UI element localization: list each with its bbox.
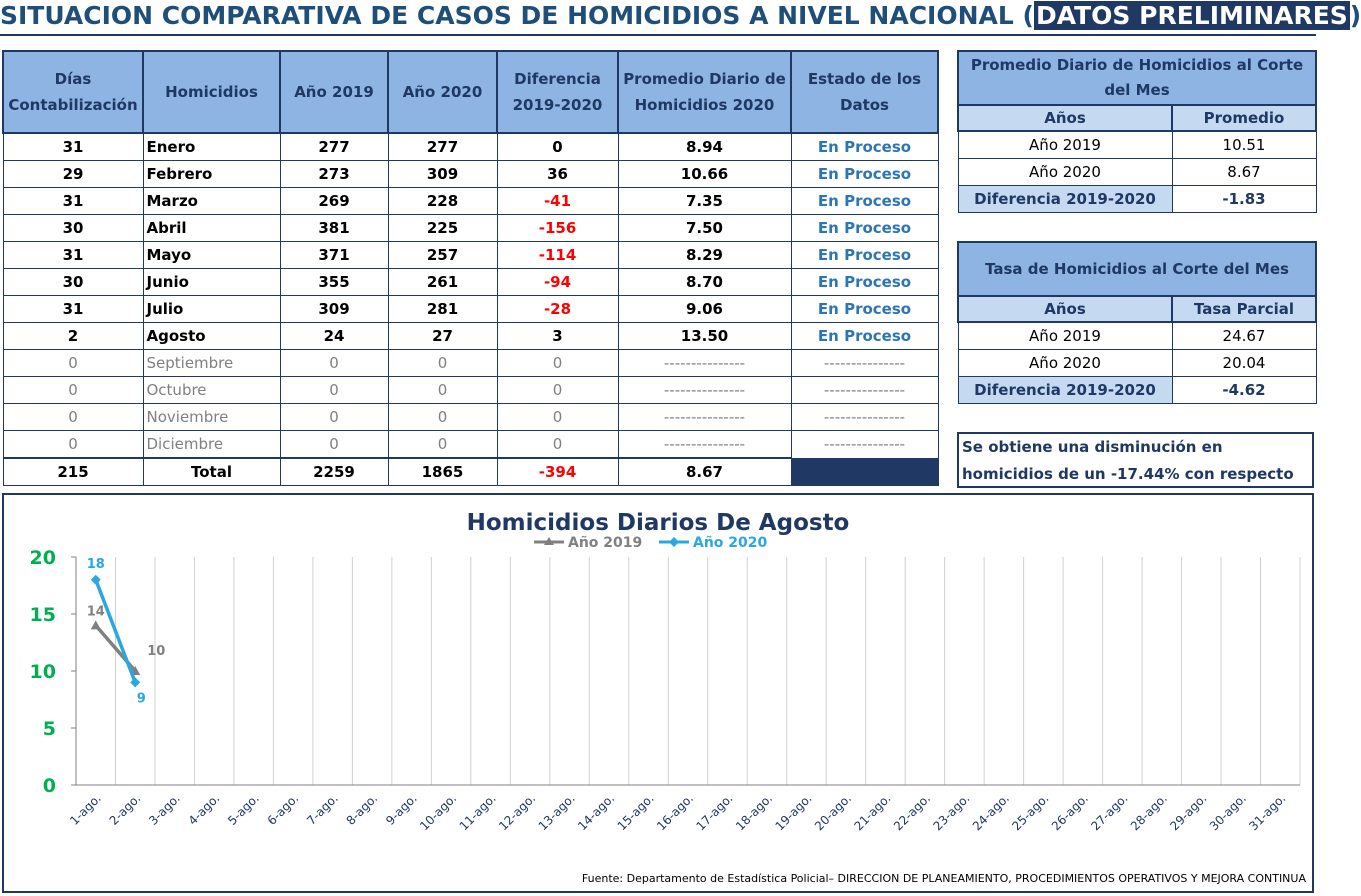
legend-label: Año 2019 <box>568 535 643 551</box>
cell-prom: --------------- <box>618 404 791 431</box>
promedio-2019-value: 10.51 <box>1172 131 1316 159</box>
promedio-title: Promedio Diario de Homicidios al Corte del Mes <box>958 51 1316 105</box>
x-tick-label: 8-ago. <box>343 791 381 828</box>
x-tick-label: 5-ago. <box>225 791 262 828</box>
cell-mes: Octubre <box>143 377 280 404</box>
chart-container <box>2 493 1314 893</box>
cell-diff: 0 <box>497 350 618 377</box>
cell-prom: 13.50 <box>618 323 791 350</box>
cell-prom: 7.35 <box>618 188 791 215</box>
promedio-2020-value: 8.67 <box>1172 159 1316 186</box>
cell-y2019: 277 <box>280 133 388 161</box>
cell-estado: En Proceso <box>791 133 938 161</box>
table-row <box>3 242 938 269</box>
cell-mes: Abril <box>143 215 280 242</box>
legend-label: Año 2020 <box>693 535 768 551</box>
cell-dias: 30 <box>3 269 143 296</box>
cell-estado: --------------- <box>791 377 938 404</box>
cell-y2019: 0 <box>280 404 388 431</box>
table-row <box>3 404 938 431</box>
chart-title: Homicidios Diarios De Agosto <box>466 510 850 536</box>
legend-marker <box>669 537 679 547</box>
cell-mes: Mayo <box>143 242 280 269</box>
page-title: SITUACION COMPARATIVA DE CASOS DE HOMICIDIOS A NIVEL NACIONAL (DATOS PRELIMINARES) <box>0 0 1316 36</box>
promedio-col-value: Promedio <box>1172 105 1316 131</box>
cell-estado: En Proceso <box>791 161 938 188</box>
main-col-header: Diferencia 2019-2020 <box>497 51 618 133</box>
cell-estado: En Proceso <box>791 242 938 269</box>
main-table-header <box>3 51 938 133</box>
x-tick-label: 15-ago. <box>614 791 657 834</box>
cell-y2019: 371 <box>280 242 388 269</box>
cell-y2020: 0 <box>388 377 497 404</box>
x-tick-label: 3-ago. <box>146 791 183 828</box>
cell-y2019: 0 <box>280 431 388 459</box>
table-row <box>3 188 938 215</box>
cell-y2020: 277 <box>388 133 497 161</box>
x-tick-label: 10-ago. <box>417 791 460 834</box>
x-tick-label: 14-ago. <box>575 791 618 834</box>
cell-diff: -41 <box>497 188 618 215</box>
cell-y2019: 381 <box>280 215 388 242</box>
main-col-header: Promedio Diario de Homicidios 2020 <box>618 51 791 133</box>
cell-dias: 0 <box>3 377 143 404</box>
cell-mes: Noviembre <box>143 404 280 431</box>
cell-mes: Marzo <box>143 188 280 215</box>
cell-dias: 2 <box>3 323 143 350</box>
cell-diff: -28 <box>497 296 618 323</box>
cell-prom: 8.29 <box>618 242 791 269</box>
table-row <box>3 215 938 242</box>
x-tick-label: 13-ago. <box>535 791 578 834</box>
cell-y2019: 24 <box>280 323 388 350</box>
total-y2020: 1865 <box>388 458 497 486</box>
cell-prom: 8.94 <box>618 133 791 161</box>
tasa-diff-label: Diferencia 2019-2020 <box>958 377 1172 404</box>
total-row <box>3 458 938 486</box>
tasa-2020-label: Año 2020 <box>958 350 1172 377</box>
tasa-col-years: Años <box>958 296 1172 322</box>
cell-y2019: 273 <box>280 161 388 188</box>
main-table <box>2 50 939 486</box>
data-label: 14 <box>86 604 105 620</box>
tasa-2020-value: 20.04 <box>1172 350 1316 377</box>
cell-y2020: 225 <box>388 215 497 242</box>
cell-mes: Enero <box>143 133 280 161</box>
cell-y2020: 228 <box>388 188 497 215</box>
cell-prom: 7.50 <box>618 215 791 242</box>
main-col-header: Estado de los Datos <box>791 51 938 133</box>
line-chart <box>4 495 1312 891</box>
tasa-2019-value: 24.67 <box>1172 322 1316 350</box>
x-tick-label: 17-ago. <box>693 791 736 834</box>
data-label: 10 <box>147 644 166 659</box>
main-col-header: Días Contabilización <box>3 51 143 133</box>
conclusion-note: Se obtiene una disminución en homicidios de un -17.44% con respecto <box>957 432 1314 488</box>
cell-prom: --------------- <box>618 431 791 459</box>
x-tick-label: 25-ago. <box>1009 791 1052 834</box>
table-row <box>3 323 938 350</box>
x-tick-label: 26-ago. <box>1048 791 1091 834</box>
promedio-table <box>957 50 1317 213</box>
cell-y2020: 0 <box>388 404 497 431</box>
cell-diff: 0 <box>497 133 618 161</box>
cell-estado: En Proceso <box>791 188 938 215</box>
main-col-header: Homicidios <box>143 51 280 133</box>
total-diff: -394 <box>497 458 618 486</box>
data-label: 18 <box>86 556 105 572</box>
cell-dias: 0 <box>3 404 143 431</box>
data-point <box>91 575 101 585</box>
x-tick-label: 19-ago. <box>772 791 815 834</box>
cell-y2019: 0 <box>280 377 388 404</box>
cell-dias: 0 <box>3 431 143 459</box>
cell-diff: -94 <box>497 269 618 296</box>
x-tick-label: 27-ago. <box>1088 791 1131 834</box>
source-note: Fuente: Departamento de Estadística Policial– DIRECCION DE PLANEAMIENTO, PROCEDIMIENTOS OPERATIVOS Y MEJORA CONTINUA <box>581 872 1306 885</box>
cell-y2019: 355 <box>280 269 388 296</box>
total-estado-filler <box>791 458 938 486</box>
main-col-header: Año 2019 <box>280 51 388 133</box>
x-tick-label: 16-ago. <box>654 791 697 834</box>
cell-mes: Agosto <box>143 323 280 350</box>
x-tick-label: 28-ago. <box>1127 791 1170 834</box>
x-tick-label: 6-ago. <box>264 791 302 828</box>
x-tick-label: 11-ago. <box>456 791 499 834</box>
y-tick-label: 10 <box>29 661 56 683</box>
data-point <box>91 620 101 629</box>
cell-estado: En Proceso <box>791 215 938 242</box>
table-row <box>3 161 938 188</box>
title-highlight: DATOS PRELIMINARES <box>1035 1 1348 30</box>
cell-dias: 0 <box>3 350 143 377</box>
tasa-title: Tasa de Homicidios al Corte del Mes <box>958 242 1316 296</box>
promedio-diff-label: Diferencia 2019-2020 <box>958 186 1172 213</box>
cell-y2020: 281 <box>388 296 497 323</box>
main-col-header: Año 2020 <box>388 51 497 133</box>
promedio-2019-label: Año 2019 <box>958 131 1172 159</box>
x-tick-label: 29-ago. <box>1167 791 1210 834</box>
cell-diff: 36 <box>497 161 618 188</box>
cell-diff: 3 <box>497 323 618 350</box>
promedio-diff-value: -1.83 <box>1172 186 1316 213</box>
x-tick-label: 20-ago. <box>811 791 855 834</box>
table-row <box>3 133 938 161</box>
tasa-diff-value: -4.62 <box>1172 377 1316 404</box>
cell-dias: 30 <box>3 215 143 242</box>
x-tick-label: 31-ago. <box>1246 791 1289 834</box>
cell-dias: 31 <box>3 242 143 269</box>
cell-estado: En Proceso <box>791 269 938 296</box>
data-label: 9 <box>136 691 146 707</box>
cell-dias: 31 <box>3 296 143 323</box>
table-row <box>3 296 938 323</box>
cell-prom: 9.06 <box>618 296 791 323</box>
x-tick-label: 24-ago. <box>969 791 1012 834</box>
cell-mes: Junio <box>143 269 280 296</box>
promedio-col-years: Años <box>958 105 1172 131</box>
cell-prom: 10.66 <box>618 161 791 188</box>
cell-estado: En Proceso <box>791 296 938 323</box>
cell-diff: 0 <box>497 431 618 459</box>
cell-y2020: 257 <box>388 242 497 269</box>
table-row <box>3 350 938 377</box>
x-tick-label: 4-ago. <box>185 791 223 828</box>
cell-mes: Febrero <box>143 161 280 188</box>
data-point <box>130 677 140 687</box>
cell-estado: --------------- <box>791 404 938 431</box>
table-row <box>3 269 938 296</box>
x-tick-label: 23-ago. <box>930 791 973 834</box>
y-tick-label: 5 <box>42 718 56 740</box>
cell-y2020: 261 <box>388 269 497 296</box>
cell-y2019: 0 <box>280 350 388 377</box>
cell-estado: En Proceso <box>791 323 938 350</box>
cell-y2020: 309 <box>388 161 497 188</box>
y-tick-label: 0 <box>42 775 56 797</box>
x-tick-label: 12-ago. <box>496 791 539 834</box>
cell-estado: --------------- <box>791 431 938 459</box>
cell-y2019: 269 <box>280 188 388 215</box>
total-prom: 8.67 <box>618 458 791 486</box>
cell-mes: Julio <box>143 296 280 323</box>
cell-prom: 8.70 <box>618 269 791 296</box>
y-tick-label: 15 <box>29 604 56 626</box>
cell-prom: --------------- <box>618 350 791 377</box>
cell-mes: Diciembre <box>143 431 280 459</box>
x-tick-label: 22-ago. <box>890 791 934 834</box>
tasa-2019-label: Año 2019 <box>958 322 1172 350</box>
total-dias: 215 <box>3 458 143 486</box>
cell-mes: Septiembre <box>143 350 280 377</box>
cell-dias: 29 <box>3 161 143 188</box>
x-tick-label: 7-ago. <box>304 791 341 828</box>
cell-diff: 0 <box>497 404 618 431</box>
table-row <box>3 377 938 404</box>
total-mes: Total <box>143 458 280 486</box>
cell-diff: 0 <box>497 377 618 404</box>
cell-diff: -114 <box>497 242 618 269</box>
tasa-table <box>957 241 1317 404</box>
total-y2019: 2259 <box>280 458 388 486</box>
x-tick-label: 1-ago. <box>67 791 104 828</box>
x-tick-label: 30-ago. <box>1206 791 1249 834</box>
cell-prom: --------------- <box>618 377 791 404</box>
table-row <box>3 431 938 459</box>
cell-diff: -156 <box>497 215 618 242</box>
cell-y2020: 0 <box>388 431 497 459</box>
x-tick-label: 9-ago. <box>383 791 420 828</box>
promedio-2020-label: Año 2020 <box>958 159 1172 186</box>
cell-y2020: 0 <box>388 350 497 377</box>
x-tick-label: 2-ago. <box>106 791 144 828</box>
y-tick-label: 20 <box>29 547 56 569</box>
cell-dias: 31 <box>3 133 143 161</box>
x-tick-label: 21-ago. <box>851 791 894 834</box>
cell-y2019: 309 <box>280 296 388 323</box>
tasa-col-value: Tasa Parcial <box>1172 296 1316 322</box>
cell-y2020: 27 <box>388 323 497 350</box>
cell-estado: --------------- <box>791 350 938 377</box>
cell-dias: 31 <box>3 188 143 215</box>
x-tick-label: 18-ago. <box>733 791 776 834</box>
